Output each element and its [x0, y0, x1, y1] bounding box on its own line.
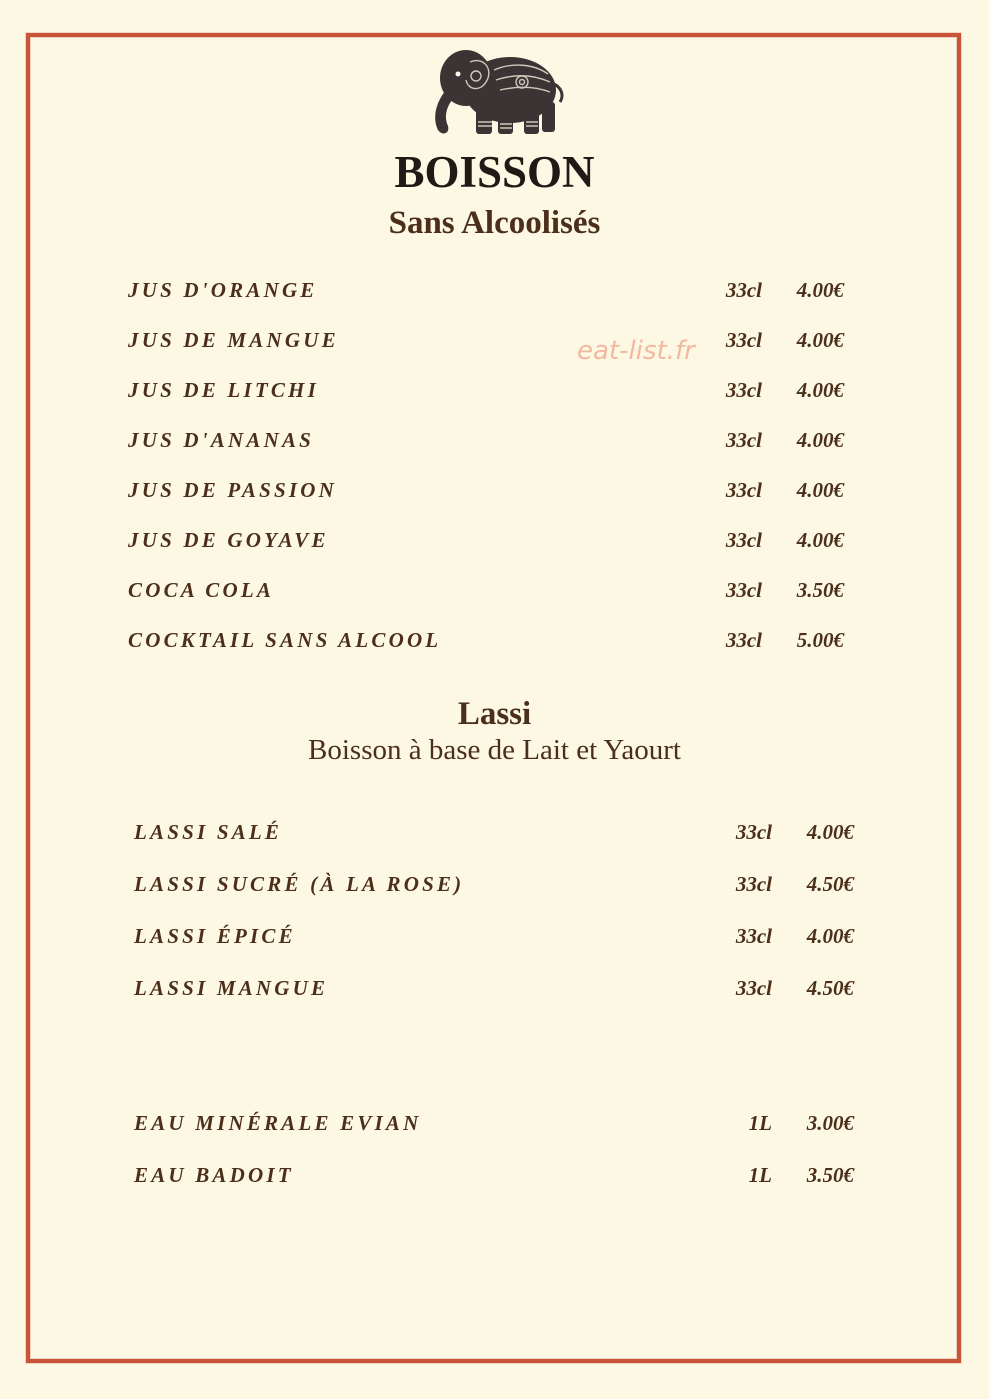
menu-item-volume: 33cl — [725, 328, 762, 352]
menu-item-volume: 33cl — [735, 924, 772, 948]
menu-item — [128, 528, 844, 560]
menu-item-price: 3.00€ — [806, 1111, 854, 1135]
menu-item-name: JUS DE GOYAVE — [128, 528, 329, 552]
menu-item-price: 4.00€ — [806, 924, 854, 948]
menu-item-volume: 1L — [748, 1111, 772, 1135]
elephant-icon — [422, 40, 572, 140]
menu-item — [134, 1111, 854, 1143]
menu-item-price: 4.00€ — [796, 328, 844, 352]
menu-item-name: EAU BADOIT — [134, 1163, 294, 1187]
menu-item-volume: 33cl — [725, 628, 762, 652]
menu-item — [134, 924, 854, 956]
menu-item-name: JUS DE PASSION — [128, 478, 337, 502]
menu-item-name: LASSI ÉPICÉ — [134, 924, 296, 948]
menu-item-name: JUS D'ORANGE — [128, 278, 318, 302]
menu-item — [128, 478, 844, 510]
menu-item — [128, 628, 844, 660]
menu-item-name: COCKTAIL SANS ALCOOL — [128, 628, 442, 652]
menu-item-price: 4.00€ — [796, 528, 844, 552]
menu-item-price: 4.50€ — [806, 872, 854, 896]
menu-item-price: 4.00€ — [796, 428, 844, 452]
menu-item-volume: 33cl — [735, 976, 772, 1000]
menu-item — [128, 278, 844, 310]
menu-item — [134, 820, 854, 852]
watermark: eat-list.fr — [577, 336, 695, 366]
section-subtitle-lassi: Boisson à base de Lait et Yaourt — [308, 734, 681, 766]
menu-item — [128, 428, 844, 460]
menu-item-name: LASSI SUCRÉ (À LA ROSE) — [134, 872, 465, 896]
page-title: BOISSON — [394, 147, 595, 197]
menu-item-name: JUS D'ANANAS — [128, 428, 315, 452]
menu-item-volume: 33cl — [725, 378, 762, 402]
menu-item-name: JUS DE MANGUE — [128, 328, 339, 352]
menu-item-price: 3.50€ — [796, 578, 844, 602]
menu-item-volume: 1L — [748, 1163, 772, 1187]
menu-item-volume: 33cl — [725, 428, 762, 452]
menu-item — [128, 378, 844, 410]
section-title-lassi: Lassi — [457, 696, 532, 732]
menu-item — [134, 872, 854, 904]
menu-item-price: 4.00€ — [796, 278, 844, 302]
menu-item-price: 3.50€ — [806, 1163, 854, 1187]
menu-item-price: 4.00€ — [796, 478, 844, 502]
menu-item — [134, 1163, 854, 1195]
menu-item-volume: 33cl — [735, 872, 772, 896]
menu-item-name: LASSI SALÉ — [134, 820, 283, 844]
menu-item — [128, 328, 844, 360]
menu-item-price: 4.50€ — [806, 976, 854, 1000]
menu-item — [134, 976, 854, 1008]
menu-item-price: 4.00€ — [796, 378, 844, 402]
menu-item-name: LASSI MANGUE — [134, 976, 329, 1000]
menu-item-name: EAU MINÉRALE EVIAN — [134, 1111, 422, 1135]
menu-item-volume: 33cl — [725, 528, 762, 552]
section-title-sans-alcool: Sans Alcoolisés — [388, 205, 601, 241]
menu-item — [128, 578, 844, 610]
menu-item-name: COCA COLA — [128, 578, 275, 602]
menu-item-price: 5.00€ — [796, 628, 844, 652]
menu-item-volume: 33cl — [735, 820, 772, 844]
menu-item-volume: 33cl — [725, 578, 762, 602]
menu-item-volume: 33cl — [725, 478, 762, 502]
menu-item-price: 4.00€ — [806, 820, 854, 844]
menu-item-name: JUS DE LITCHI — [128, 378, 319, 402]
menu-item-volume: 33cl — [725, 278, 762, 302]
